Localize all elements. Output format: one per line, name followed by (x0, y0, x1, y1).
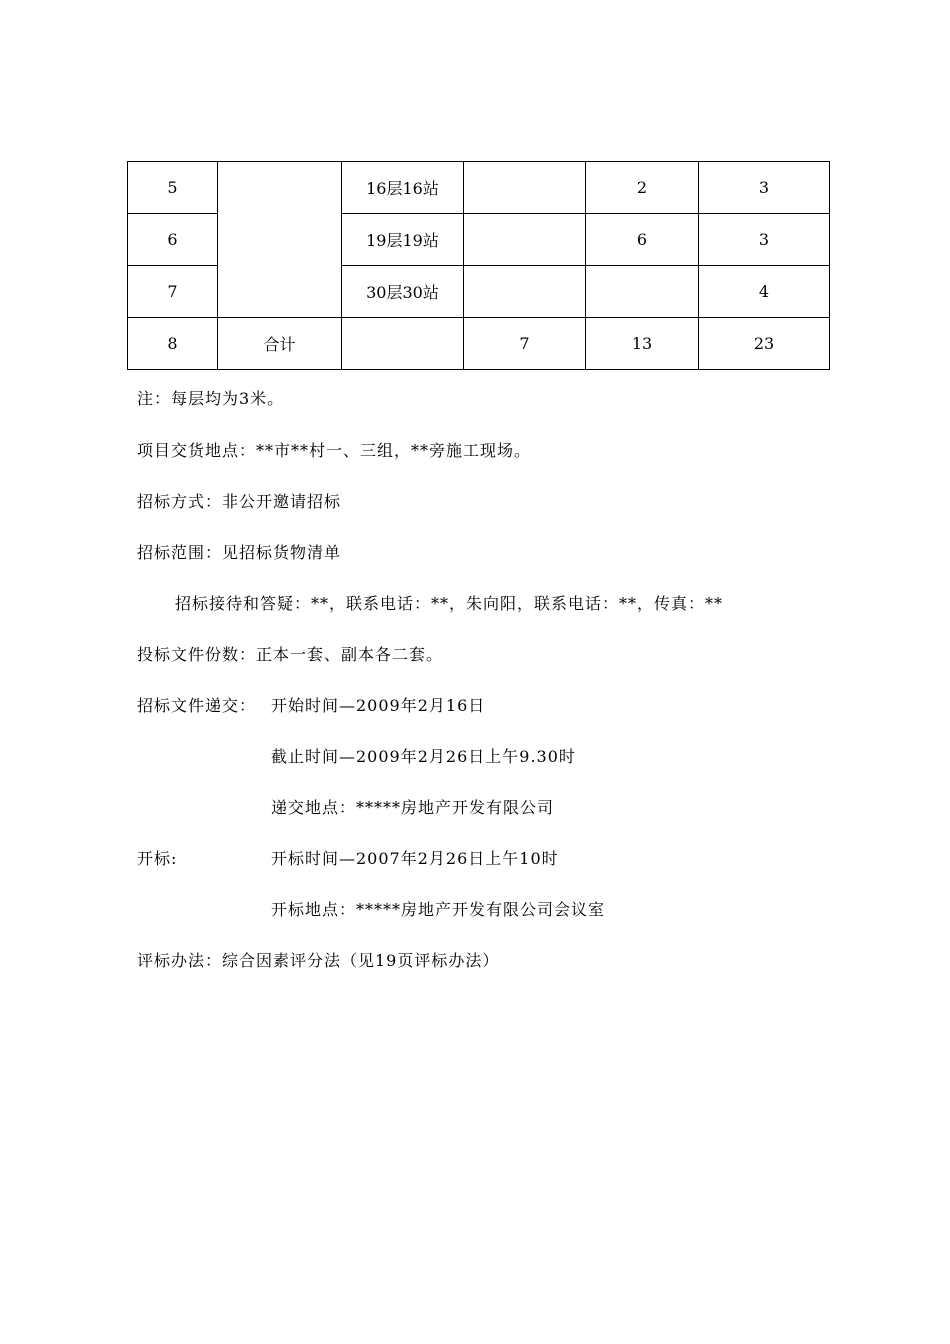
table-cell: 30层30站 (342, 266, 464, 318)
submit-end: 截止时间—2009年2月26日上午9.30时 (271, 747, 576, 766)
delivery-location: 项目交货地点：**市**村一、三组，**旁施工现场。 (137, 441, 532, 460)
table-cell: 7 (464, 318, 586, 370)
table-cell: 3 (699, 214, 830, 266)
open-label: 开标: (137, 849, 178, 868)
table-cell: 5 (128, 162, 218, 214)
table-cell (464, 266, 586, 318)
evaluation-method: 评标办法：综合因素评分法（见19页评标办法） (137, 951, 500, 970)
open-time: 开标时间—2007年2月26日上午10时 (271, 849, 559, 868)
table-row (128, 162, 830, 214)
bid-copies: 投标文件份数：正本一套、副本各二套。 (137, 645, 444, 664)
table-row (128, 318, 830, 370)
tender-scope: 招标范围：见招标货物清单 (137, 543, 342, 562)
table-cell: 4 (699, 266, 830, 318)
table-cell: 6 (586, 214, 699, 266)
table-cell: 8 (128, 318, 218, 370)
equipment-table (127, 161, 830, 370)
table-cell: 6 (128, 214, 218, 266)
submit-start: 开始时间—2009年2月16日 (271, 696, 486, 715)
table-cell: 13 (586, 318, 699, 370)
table-cell: 19层19站 (342, 214, 464, 266)
submit-place: 递交地点：*****房地产开发有限公司 (271, 798, 555, 817)
table-cell: 16层16站 (342, 162, 464, 214)
table-cell: 2 (586, 162, 699, 214)
contact-info: 招标接待和答疑：**，联系电话：**，朱向阳，联系电话：**，传真：** (175, 594, 724, 613)
table-cell (586, 266, 699, 318)
table-cell: 23 (699, 318, 830, 370)
table-cell: 7 (128, 266, 218, 318)
table-cell (464, 162, 586, 214)
open-place: 开标地点：*****房地产开发有限公司会议室 (271, 900, 606, 919)
submit-label: 招标文件递交： (137, 696, 257, 715)
table-cell: 合计 (218, 318, 342, 370)
table-cell (464, 214, 586, 266)
note-text: 注：每层均为3米。 (137, 389, 285, 408)
table-cell (342, 318, 464, 370)
tender-method: 招标方式：非公开邀请招标 (137, 492, 342, 511)
table-cell: 3 (699, 162, 830, 214)
table-cell (218, 162, 342, 318)
